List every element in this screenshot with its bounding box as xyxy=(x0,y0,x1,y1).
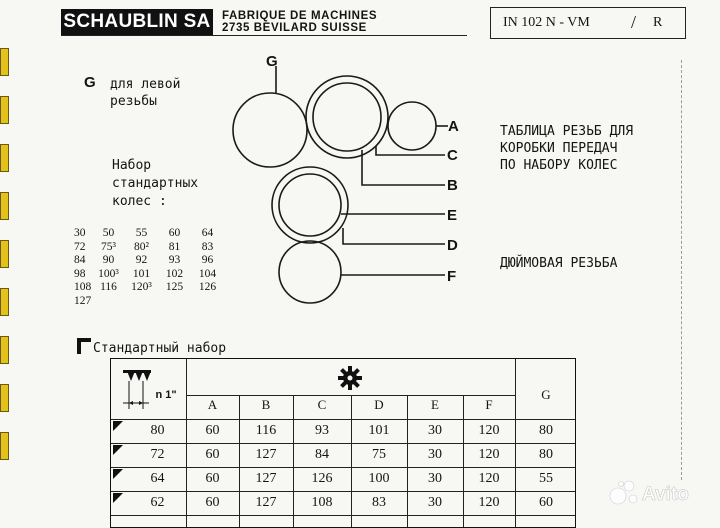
standard-set-caption: Набор стандартных колес : xyxy=(112,158,199,209)
gear-value: 90 xyxy=(102,254,115,266)
document-number: IN 102 N - VM xyxy=(503,15,590,30)
gear-value: 101 xyxy=(132,267,151,280)
watermark-text: Avito xyxy=(642,484,689,505)
gear-value: 102 xyxy=(165,267,184,280)
gear-value: 108 xyxy=(74,281,92,293)
table-cell: 101 xyxy=(368,423,390,438)
label-c: C xyxy=(447,147,458,164)
label-f: F xyxy=(447,268,457,285)
table-divider xyxy=(111,419,576,420)
table-cell: 116 xyxy=(255,423,277,438)
gear-value: 75³ xyxy=(101,240,116,253)
table-cell: 60 xyxy=(205,447,220,462)
left-thread-note: для левой резьбы xyxy=(110,77,181,109)
gear-d-outer-circle xyxy=(272,167,348,243)
gear-value: 125 xyxy=(165,281,184,293)
corner-mark-icon xyxy=(77,338,91,354)
column-header-a: A xyxy=(207,397,218,412)
gear-value: 120³ xyxy=(131,281,152,293)
table-cell: 120 xyxy=(478,423,500,438)
table-cell: 60 xyxy=(205,471,220,486)
company-line-2: 2735 BEVILARD SUISSE xyxy=(222,22,367,34)
gear-value: 104 xyxy=(198,267,217,280)
company-line-1: FABRIQUE DE MACHINES xyxy=(222,10,378,22)
gear-value: 84 xyxy=(74,254,86,266)
gear-value: 93 xyxy=(168,254,181,266)
row-thread-count: 80 xyxy=(150,423,165,438)
column-header-c: C xyxy=(317,397,327,412)
table-cell: 30 xyxy=(428,495,442,510)
gear-value: 83 xyxy=(201,240,214,253)
gear-value: 127 xyxy=(74,294,92,307)
gear-value: 100³ xyxy=(98,267,119,280)
label-g: G xyxy=(266,53,278,70)
table-divider xyxy=(111,467,576,468)
row-thread-count: 62 xyxy=(150,495,165,510)
column-header-d: D xyxy=(374,397,384,412)
gear-f-circle xyxy=(279,241,341,303)
column-header-g: G xyxy=(541,387,551,402)
table-cell: 30 xyxy=(428,471,442,486)
table-cell: 80 xyxy=(539,447,553,462)
table-cell: 108 xyxy=(311,495,333,510)
document-slash: / xyxy=(631,12,637,32)
thread-gear-table xyxy=(110,358,576,528)
row-thread-count: 64 xyxy=(150,471,165,486)
gear-c-outer-circle xyxy=(306,76,388,158)
column-header-b: B xyxy=(261,397,271,412)
table-cell: 83 xyxy=(372,495,386,510)
table-divider xyxy=(111,443,576,444)
table-cell: 75 xyxy=(372,447,386,462)
table-cell: 127 xyxy=(255,447,277,462)
pitch-header-label: n 1" xyxy=(155,389,177,401)
gear-value: 96 xyxy=(201,254,214,266)
thread-table-title: ТАБЛИЦА РЕЗЬБ ДЛЯ КОРОБКИ ПЕРЕДАЧ ПО НАБОРУ КОЛЕС xyxy=(500,124,634,173)
table-caption: Стандартный набор xyxy=(93,341,227,356)
table-cell: 126 xyxy=(311,471,333,486)
gear-g-circle xyxy=(233,93,307,167)
table-cell: 127 xyxy=(255,495,277,510)
table-divider xyxy=(111,491,576,492)
gear-a-circle xyxy=(388,102,436,150)
gear-value: 64 xyxy=(201,227,214,239)
label-e: E xyxy=(447,207,458,224)
table-divider xyxy=(186,395,515,396)
row-thread-count: 72 xyxy=(150,447,165,462)
gear-e-inner-circle xyxy=(279,174,341,236)
gear-value: 55 xyxy=(135,227,148,239)
gear-value: 72 xyxy=(74,240,86,253)
label-a: A xyxy=(448,118,459,135)
table-cell: 60 xyxy=(539,495,553,510)
table-cell: 84 xyxy=(315,447,329,462)
leader-d xyxy=(343,228,445,244)
table-cell: 55 xyxy=(539,471,553,486)
gear-g-letter: G xyxy=(84,74,96,91)
gear-value: 30 xyxy=(74,227,86,239)
table-cell: 127 xyxy=(255,471,277,486)
table-cell: 60 xyxy=(205,423,220,438)
gear-value: 80² xyxy=(134,240,149,253)
table-cell: 60 xyxy=(205,495,220,510)
table-cell: 30 xyxy=(428,423,442,438)
gear-value: 50 xyxy=(102,227,115,239)
gear-value: 81 xyxy=(168,240,181,253)
table-cell: 100 xyxy=(368,471,390,486)
gear-value: 92 xyxy=(135,254,148,266)
table-cell: 120 xyxy=(478,495,500,510)
gear-b-inner-circle xyxy=(313,83,381,151)
table-cell: 80 xyxy=(539,423,553,438)
gear-star-icon xyxy=(337,365,363,391)
column-header-f: F xyxy=(485,397,493,412)
table-cell: 120 xyxy=(478,471,500,486)
watermark-logo xyxy=(608,476,714,508)
gear-value: 60 xyxy=(168,227,181,239)
column-header-e: E xyxy=(431,397,439,412)
label-d: D xyxy=(447,237,458,254)
table-cell: 30 xyxy=(428,447,442,462)
table-cell: 93 xyxy=(315,423,329,438)
gear-value: 126 xyxy=(198,281,217,293)
table-cell: 120 xyxy=(478,447,500,462)
label-b: B xyxy=(447,177,458,194)
document-revision: R xyxy=(653,15,663,30)
gear-value: 116 xyxy=(100,281,117,293)
inch-thread-title: ДЮЙМОВАЯ РЕЗЬБА xyxy=(500,256,618,271)
brand-logo: SCHAUBLIN SA xyxy=(61,9,213,35)
gear-value: 98 xyxy=(74,267,86,280)
